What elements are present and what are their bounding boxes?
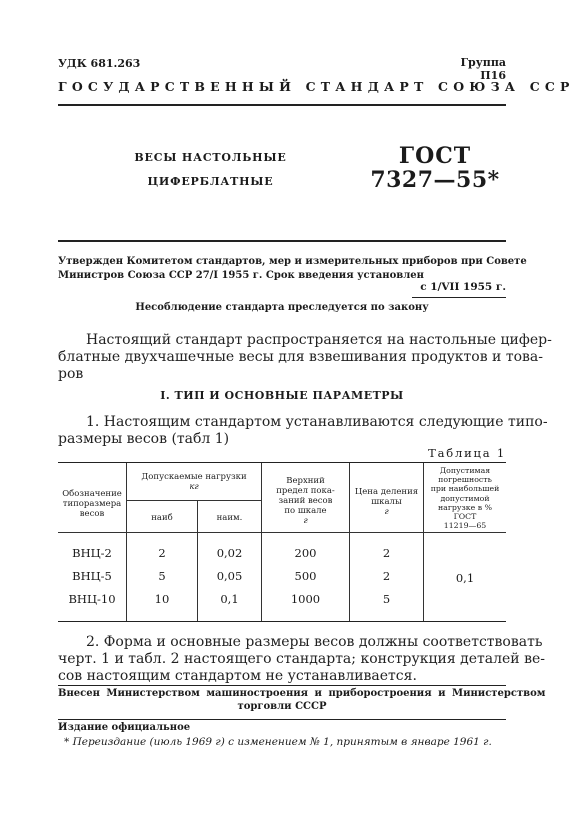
- intro-line-2: блатные двухчашечные весы для взвешивания продуктов и това-: [58, 349, 543, 365]
- table-cell-division: 2: [382, 546, 391, 560]
- approval-line-1: Утвержден Комитетом стандартов, мер и измерительных приборов при Совете: [58, 256, 527, 267]
- header-division: Цена деления шкалы г: [354, 487, 419, 517]
- title-rule: [58, 240, 506, 242]
- intro-line-3: ров: [58, 366, 84, 382]
- title-line-2: ЦИФЕРБЛАТНЫЕ: [147, 175, 274, 188]
- section1-p1-line2: размеры весов (табл 1): [58, 431, 230, 447]
- title-line-1: ВЕСЫ НАСТОЛЬНЫЕ: [134, 151, 287, 164]
- table-cell-upper: 1000: [290, 592, 321, 606]
- table-cell-max: 10: [154, 592, 170, 606]
- approval-date-rule: [412, 297, 506, 298]
- udk-code: УДК 681.263: [58, 57, 141, 70]
- official-edition-rule: [58, 719, 506, 720]
- gost-number: 7327—55*: [370, 167, 500, 193]
- para2-line-1: 2. Форма и основные размеры весов должны соответствовать: [86, 634, 543, 650]
- header-min-load: наим.: [216, 513, 243, 523]
- table-cell-division: 5: [382, 592, 391, 606]
- table-cell-type: ВНЦ-10: [68, 592, 116, 606]
- parameters-table: [58, 462, 506, 622]
- official-edition: Издание официальное: [58, 722, 191, 733]
- table-cell-max: 5: [158, 569, 166, 583]
- state-standard-heading: ГОСУДАРСТВЕННЫЙ СТАНДАРТ СОЮЗА ССР: [58, 79, 575, 94]
- section-title: I. ТИП И ОСНОВНЫЕ ПАРАМЕТРЫ: [160, 389, 404, 402]
- gost-label: ГОСТ: [398, 143, 472, 169]
- table-cell-min: 0,02: [216, 546, 243, 560]
- table-cell-division: 2: [382, 569, 391, 583]
- table-cell-max: 2: [158, 546, 166, 560]
- section1-p1-line1: 1. Настоящим стандартом устанавливаются следующие типо-: [86, 414, 548, 430]
- para2-line-2: черт. 1 и табл. 2 настоящего стандарта; конструкция деталей ве-: [58, 651, 545, 667]
- table-cell-type: ВНЦ-5: [72, 569, 112, 583]
- reissue-note: * Переиздание (июль 1969 г) с изменением № 1, принятым в январе 1961 г.: [64, 736, 492, 748]
- intro-line-1: Настоящий стандарт распространяется на настольные цифер-: [86, 332, 552, 348]
- introduced-by-line-2: торговли СССР: [237, 701, 327, 712]
- table-cell-upper: 500: [294, 569, 317, 583]
- introduced-by-line-1: Внесен Министерством машиностроения и приборостроения и Министерством: [58, 688, 546, 699]
- header-rule: [58, 104, 506, 106]
- header-error: Допустимая погрешность при наибольшей допустимой нагрузке в % ГОСТ 11219—65: [430, 466, 500, 531]
- table-cell-min: 0,05: [216, 569, 243, 583]
- header-upper-limit: Верхний предел пока- заний весов по шкале г: [276, 476, 335, 526]
- table-cell-min: 0,1: [220, 592, 239, 606]
- group-code: Группа П16: [460, 56, 506, 82]
- table-cell-error: 0,1: [455, 571, 475, 585]
- table-cell-upper: 200: [294, 546, 317, 560]
- footer-rule: [58, 685, 506, 686]
- header-type: Обозначение типоразмера весов: [62, 489, 122, 519]
- approval-date: с 1/VII 1955 г.: [420, 281, 506, 293]
- approval-line-2: Министров Союза ССР 27/I 1955 г. Срок введения установлен: [58, 270, 424, 281]
- header-loads: Допускаемые нагрузки кг: [141, 472, 247, 492]
- header-max-load: наиб: [151, 513, 173, 523]
- table-caption: Таблица 1: [428, 446, 506, 460]
- para2-line-3: сов настоящим стандартом не устанавливается.: [58, 668, 417, 684]
- table-cell-type: ВНЦ-2: [72, 546, 112, 560]
- penalty-note: Несоблюдение стандарта преследуется по закону: [135, 302, 429, 313]
